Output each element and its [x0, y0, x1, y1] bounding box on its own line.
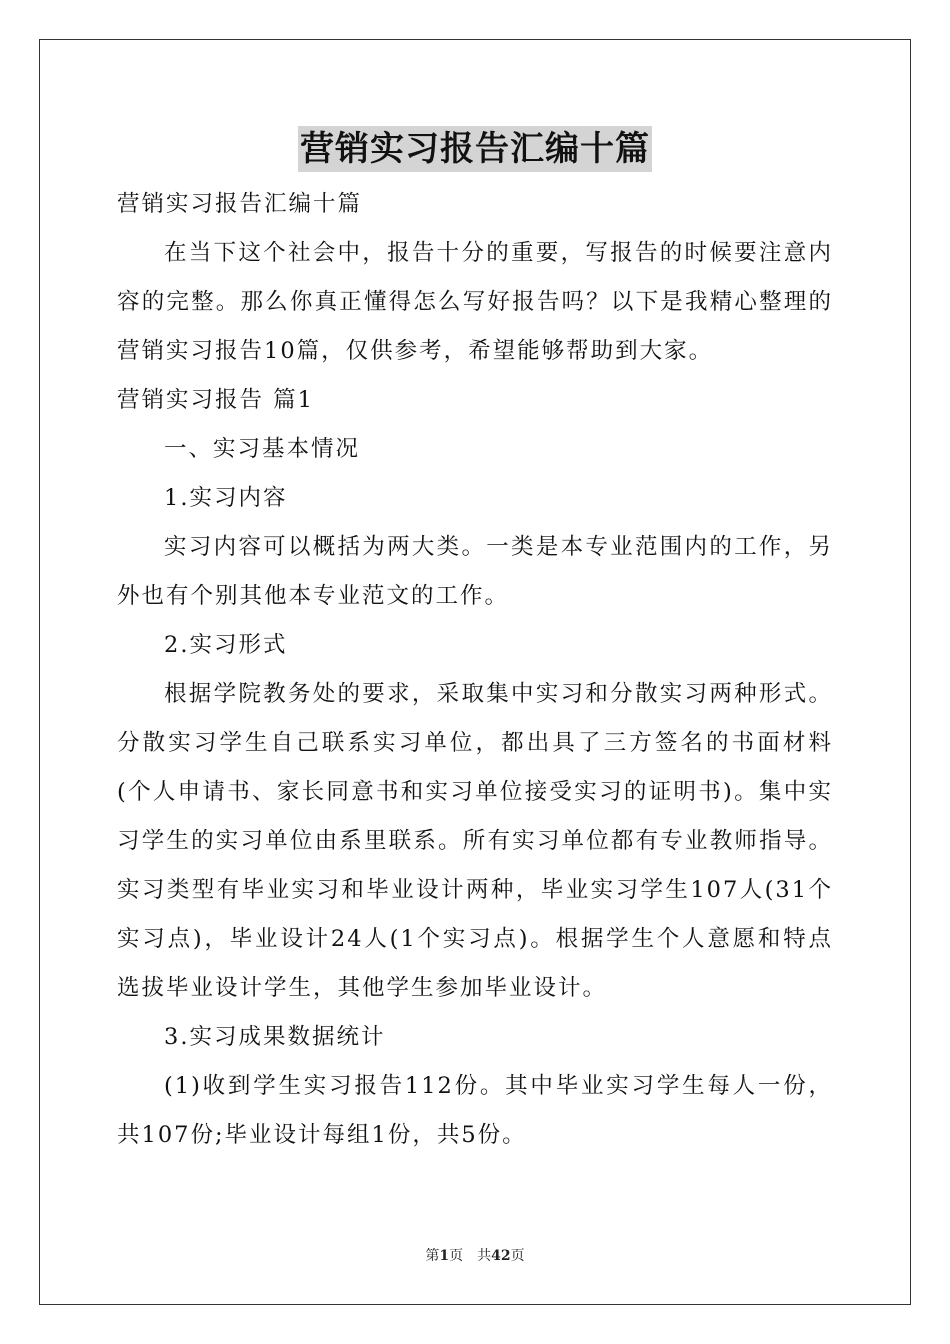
footer-suffix: 页	[510, 1248, 525, 1264]
title-container	[0, 126, 950, 172]
body-paragraph: 实习内容可以概括为两大类。一类是本专业范围内的工作，另外也有个别其他本专业范文的工作。	[117, 534, 833, 609]
current-page-number: 1	[439, 1248, 450, 1264]
body-paragraph: 3.实习成果数据统计	[164, 1024, 386, 1050]
total-page-count: 42	[491, 1248, 511, 1264]
body-paragraph: 营销实习报告 篇1	[117, 387, 314, 413]
footer-middle: 页 共	[449, 1248, 492, 1264]
body-paragraph: 2.实习形式	[164, 632, 288, 658]
body-paragraph: 根据学院教务处的要求，采取集中实习和分散实习两种形式。分散实习学生自己联系实习单位，都出具了三方签名的书面材料(个人申请书、家长同意书和实习单位接受实习的证明书)。集中实习学生的实习单位由系里联系。所有实习单位都有专业教师指导。实习类型有毕业实习和毕业设计两种，毕业实习学生107人(31个实习点)，毕业设计24人(1个实习点)。根据学生个人意愿和特点选拔毕业设计学生，其他学生参加毕业设计。	[117, 681, 833, 1001]
document-title: 营销实习报告汇编十篇	[298, 126, 652, 172]
body-paragraph: 在当下这个社会中，报告十分的重要，写报告的时候要注意内容的完整。那么你真正懂得怎么写好报告吗？以下是我精心整理的营销实习报告10篇，仅供参考，希望能够帮助到大家。	[117, 240, 833, 364]
body-paragraph: (1)收到学生实习报告112份。其中毕业实习学生每人一份，共107份;毕业设计每组1份，共5份。	[117, 1073, 833, 1148]
footer-prefix: 第	[425, 1248, 440, 1264]
body-paragraph: 1.实习内容	[164, 485, 288, 511]
body-paragraph: 营销实习报告汇编十篇	[117, 191, 363, 217]
body-paragraph: 一、实习基本情况	[164, 436, 361, 462]
document-body	[117, 180, 833, 1160]
page-footer	[0, 1245, 950, 1265]
